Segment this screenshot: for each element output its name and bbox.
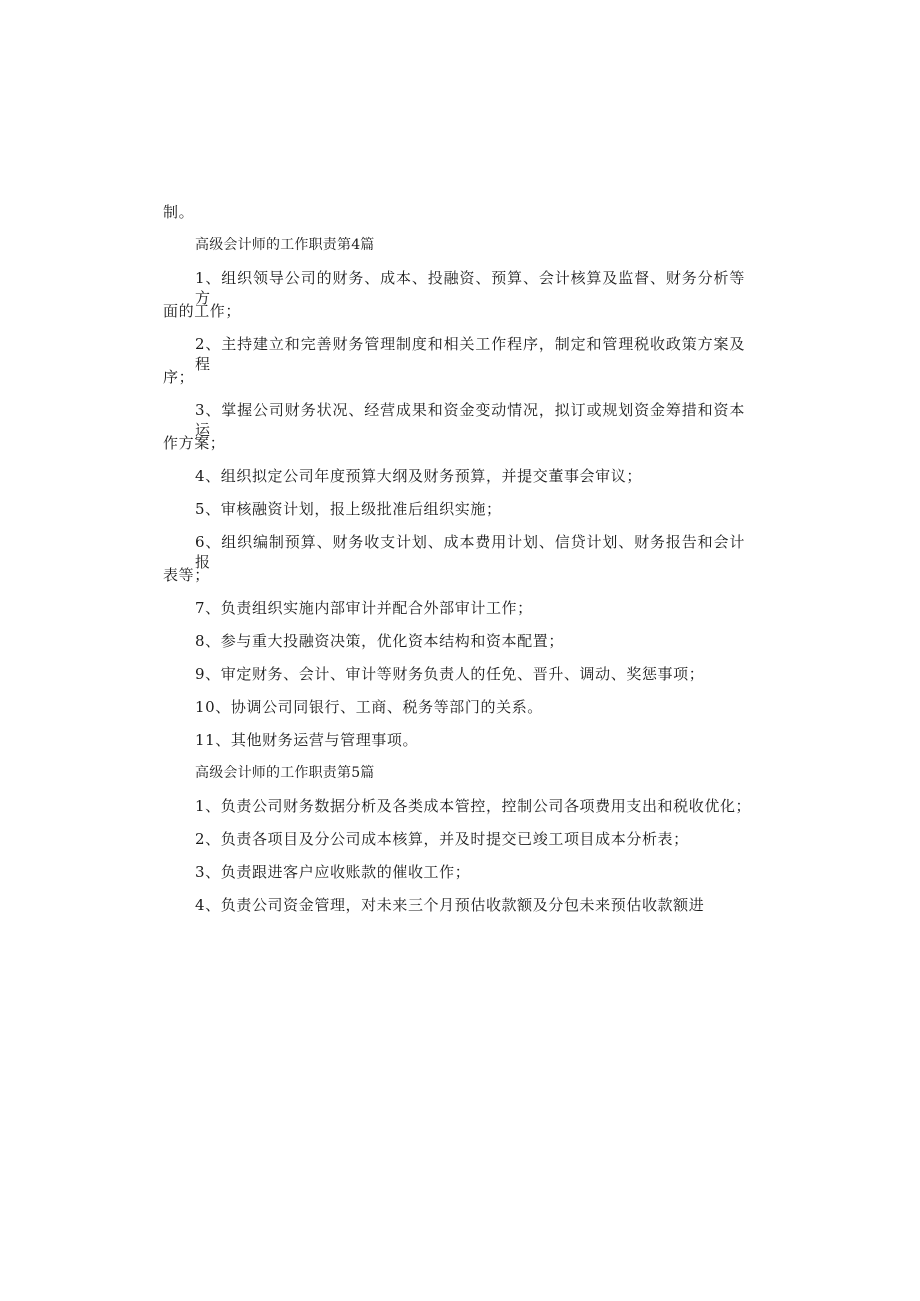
list-item-4-3-line-2: 作方案；	[163, 434, 226, 452]
list-item-4-8: 8、参与重大投融资决策，优化资本结构和资本配置；	[195, 632, 564, 650]
list-item-4-4: 4、组织拟定公司年度预算大纲及财务预算，并提交董事会审议；	[195, 467, 642, 485]
section-heading-4: 高级会计师的工作职责第4篇	[195, 237, 375, 253]
list-item-4-9: 9、审定财务、会计、审计等财务负责人的任免、晋升、调动、奖惩事项；	[195, 665, 705, 683]
list-item-4-3-line-1: 3、掌握公司财务状况、经营成果和资金变动情况，拟订或规划资金筹措和资本运	[195, 401, 745, 439]
list-item-4-6-line-1: 6、组织编制预算、财务收支计划、成本费用计划、信贷计划、财务报告和会计报	[195, 533, 745, 571]
list-item-4-2-line-1: 2、主持建立和完善财务管理制度和相关工作程序，制定和管理税收政策方案及程	[195, 335, 745, 373]
list-item-4-1-line-2: 面的工作；	[163, 302, 242, 320]
list-item-4-5: 5、审核融资计划，报上级批准后组织实施；	[195, 500, 502, 518]
list-item-4-11: 11、其他财务运营与管理事项。	[195, 731, 419, 749]
text-line-continuation: 制。	[163, 203, 195, 221]
list-item-5-4-line-1: 4、负责公司资金管理，对未来三个月预估收款额及分包未来预估收款额进	[195, 896, 705, 914]
list-item-5-2: 2、负责各项目及分公司成本核算，并及时提交已竣工项目成本分析表；	[195, 830, 689, 848]
list-item-5-1: 1、负责公司财务数据分析及各类成本管控，控制公司各项费用支出和税收优化；	[195, 797, 752, 815]
list-item-4-7: 7、负责组织实施内部审计并配合外部审计工作；	[195, 599, 533, 617]
list-item-4-6-line-2: 表等；	[163, 566, 210, 584]
list-item-5-3: 3、负责跟进客户应收账款的催收工作；	[195, 863, 471, 881]
list-item-4-2-line-2: 序；	[163, 368, 195, 386]
list-item-4-10: 10、协调公司同银行、工商、税务等部门的关系。	[195, 698, 543, 716]
list-item-4-1-line-1: 1、组织领导公司的财务、成本、投融资、预算、会计核算及监督、财务分析等方	[195, 269, 745, 307]
section-heading-5: 高级会计师的工作职责第5篇	[195, 765, 375, 781]
